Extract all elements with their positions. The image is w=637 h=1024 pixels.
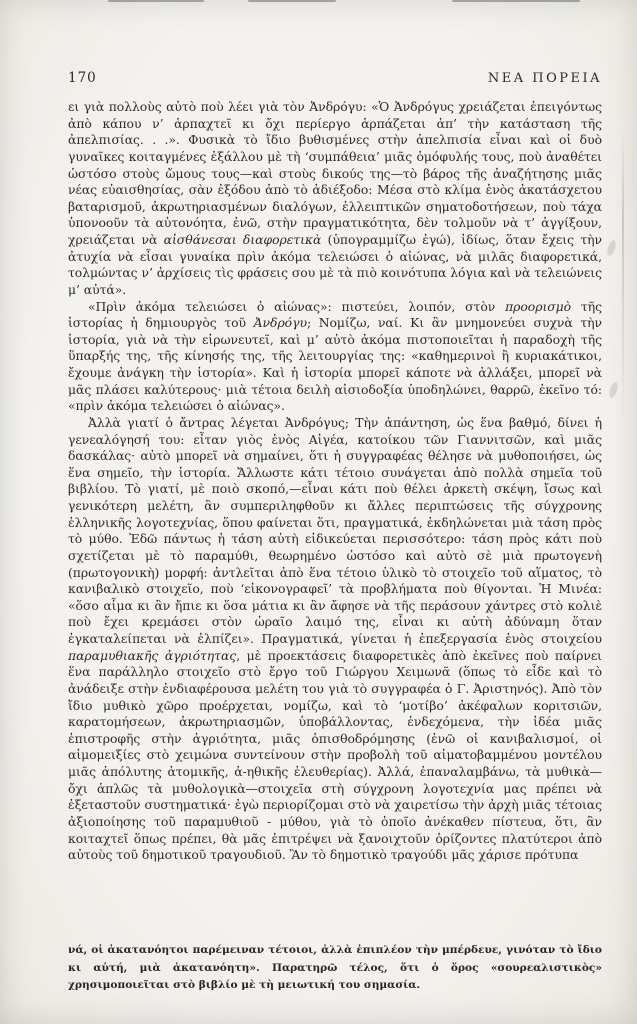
page-number: 170	[68, 70, 97, 86]
paragraph: Ἀλλὰ γιατί ὁ ἄντρας λέγεται Ἀνδρόγυς; Τὴν ἀπάντηση, ὡς ἕνα βαθμό, δίνει ἡ γενεαλόγησή του: εἶταν γιὸς ἑνὸς Αἰγέα, κατοίκου τῶν Γιαννιτσῶν, καὶ μιᾶς δασκάλας· αὐτὸ μπορεῖ νὰ σημαίνει, ὅτι ἡ συγγραφέας θέλησε νὰ μυθοποιήσει, ὡς ἕνα σημεῖο, τὴν ἱστορία. Ἄλλωστε κάτι τέτοιο συνάγεται ἀπὸ πολλὰ σημεῖα τοῦ βιβλίου. Τὸ γιατί, μὲ ποιὸ σκοπό,—εἶναι κάτι ποὺ θέλει ἀρκετὴ σκέψη, ἴσως καὶ γενικότερη μελέτη, ἂν συμπεριληφθοῦν κι ἄλλες περιπτώσεις τῆς σύγχρονης ἑλληνικῆς λογοτεχνίας, ὅπου φαίνεται ὅτι, πραγματικά, ἐκδηλώνεται μιὰ τάση πρὸς τὸ μύθο. Ἐδῶ πάντως ἡ τάση αὐτὴ εἰδικεύεται περισσότερο: τάση πρὸς κάτι ποὺ σχετίζεται μὲ τὸ παραμύθι, θεωρημένο ὡστόσο καὶ αὐτὸ σὲ μιὰ πρωτογενὴ (πρωτογονικὴ) μορφή: ἀντλεῖται ἀπὸ ἕνα τέτοιο ὑλικὸ τὸ στοιχεῖο τοῦ αἵματος, τὸ κανιβαλικὸ στοιχεῖο, ποὺ ‘εἰκονογραφεῖ’ τὰ προβλήματα ποὺ θίγονται. Ἡ Μινέα: «ὅσο αἷμα κι ἂν ἤπιε κι ὅσα μάτια κι ἂν ἄφησε νὰ τῆς περάσουν χάντρες στὸ κολιὲ ποὺ ἔχει κρεμάσει στὸν ὡραῖο λαιμό της, εἶναι κι αὐτὴ ἀδύναμη ὅταν ἐγκαταλείπεται νὰ ἐλπίζει». Πραγματικά, γίνεται ἡ ἐπεξεργασία ἑνὸς στοιχείου παραμυθιακῆς ἀγριότητας, μὲ προεκτάσεις διαφορετικὲς ἀπὸ ἐκεῖνες ποὺ παίρνει ἕνα παράλληλο στοιχεῖο στὸ ἔργο τοῦ Γιώργου Χειμωνᾶ (ὅπως τὸ εἶδε καὶ τὸ ἀνάδειξε στὴν ἐνδιαφέρουσα μελέτη του γιὰ τὸ συγγραφέα ὁ Γ. Ἀριστηνός). Ἀπὸ τὸν ἴδιο μυθικὸ χῶρο προέρχεται, νομίζω, καὶ τὸ ‘μοτίβο’ ἀκέφαλων κοριτσιῶν, καρατομήσεων, ἀκρωτηριασμῶν, ὑποβάλλοντας, ἐνδεχόμενα, τὴν ἰδέα μιᾶς ἐπιστροφῆς στὴν ἀγριότητα, μιᾶς ὀπισθοδρόμησης (ἐνῶ οἱ κανιβαλισμοί, οἱ αἱμομειξίες στὸ χειμώνα συντείνουν στὴν προβολὴ τοῦ αἱματοβαμμένου μοντέλου μιᾶς ἀπόλυτης ἀτομικῆς, ἀ-ηθικῆς ἐλευθερίας). Ἀλλά, ἐπαναλαμβάνω, τὰ μυθικὰ—ὄχι ἁπλῶς τὰ μυθολογικὰ—στοιχεῖα στὴ σύγχρονη λογοτεχνία μας πρέπει νὰ ἐξεταστοῦν συστηματικά· ἐγὼ περιορίζομαι στὸ νὰ χαιρετίσω τὴν ἀρχὴ μιᾶς τέτοιας ἀξιοποίησης τοῦ παραμυθιοῦ - μύθου, γιὰ τὸ ὁποῖο ἀνέκαθεν πίστευα, ὅτι, ἂν κοιταχτεῖ ὅπως πρέπει, θὰ μᾶς ἐπιτρέψει νὰ ξανοιχτοῦν ὁρίζοντες πλατύτεροι ἀπὸ αὐτοὺς τοῦ δημοτικοῦ τραγουδιοῦ. Ἂν τὸ δημοτικὸ τραγούδι μᾶς χάρισε πρότυπα	[68, 414, 602, 863]
footnote: νά, οἱ ἀκατανόητοι παρέμειναν τέτοιοι, ἀλλὰ ἐπιπλέον τὴν μπέρδευε, γινόταν τὸ ἴδιο κι αὐτή, μιὰ ἀκατανόητη». Παρατηρῶ τέλος, ὅτι ὁ ὅρος «σουρεαλιστικὸς» χρησιμοποιεῖται στὸ βιβλίο μὲ τὴ μειωτική του σημασία.	[68, 944, 602, 992]
text-body	[68, 99, 602, 935]
paragraph: ει γιὰ πολλοὺς αὐτὸ ποὺ λέει γιὰ τὸν Ἀνδρόγυ: «Ὁ Ἀνδρόγυς χρειάζεται ἐπειγόντως ἀπὸ κάπου ν’ ἁρπαχτεῖ κι ὄχι περίεργο ἁρπάζεται ἀπ’ τὴν κατάσταση τῆς ἀπελπισίας. . .». Φυσικὰ τὸ ἴδιο βυθισμένες στὴν ἀπελπισία εἶναι καὶ οἱ δυὸ γυναῖκες κοιταγμένες ἐξάλλου μὲ τὴ ‘συμπάθεια’ μιᾶς ὁμόφυλής τους, ποὺ ἀναθέτει ὡστόσο στοὺς ὤμους τους—καὶ στοὺς δικούς της—τὸ βάρος τῆς ἀναζήτησης μιᾶς νέας εὐαισθησίας, σὰν ἐξόδου ἀπὸ τὸ ἀδιέξοδο: Μέσα στὸ κλίμα ἑνὸς ἀκατάσχετου βαταρισμοῦ, ἀκρωτηριασμένων διαλόγων, ἐλλειπτικῶν σηματοδοτήσεων, ποὺ τάχα ὑπονοοῦν τὰ αὐτονόητα, ἐνῶ, στὴν πραγματικότητα, δὲν τολμοῦν νὰ τ’ ἀγγίξουν, χρειάζεται νὰ αἰσθάνεσαι διαφορετικὰ (ὑπογραμμίζω ἐγώ), ἰδίως, ὅταν ἔχεις τὴν ἀτυχία νὰ εἶσαι γυναίκα πρὶν ἀκόμα τελειώσει ὁ αἰώνας, νὰ μιλᾶς διαφορετικά, τολμώντας ν’ ἀρχίσεις τὶς φράσεις σου μὲ τὰ πιὸ κοινότυπα λόγια καὶ νὰ τελειώνεις μ’ αὐτά».	[68, 99, 602, 297]
journal-title: ΝΕΑ ΠΟΡΕΙΑ	[487, 71, 602, 86]
scan-crease-artifact	[622, 130, 624, 430]
paragraph: «Πρὶν ἀκόμα τελειώσει ὁ αἰώνας»: πιστεύει, λοιπόν, στὸν προορισμὸ τῆς ἱστορίας ἡ δημιουργὸς τοῦ Ἀνδρόγυ; Νομίζω, ναί. Κι ἂν μνημονεύει συχνὰ τὴν ἱστορία, γιὰ νὰ τὴν εἰρωνευτεῖ, καὶ μ’ αὐτὸ ἀκόμα πιστοποιεῖται ἡ παραδοχὴ τῆς ὕπαρξής της, τῆς κίνησής της, τῆς λειτουργίας της: «καθημερινοὶ ἢ κυριακάτικοι, ἔχουμε ἀνάγκη τὴν ἱστορία». Καὶ ἡ ἱστορία μπορεῖ κάποτε νὰ ἀλλάξει, μπορεῖ νὰ μᾶς πλάσει καλύτερους· μιὰ τέτοια δειλὴ αἰσιοδοξία ὑποδηλώνει, θαρρῶ, ἐκεῖνο τό: «πρὶν ἀκόμα τελειώσει ὁ αἰώνας».	[68, 298, 602, 414]
running-header	[68, 70, 602, 86]
scan-edge-artifact	[452, 0, 580, 2]
scan-smudge-artifact	[606, 239, 618, 256]
scan-edge-artifact	[248, 0, 336, 2]
scan-smudge-artifact	[608, 381, 620, 398]
scan-edge-artifact	[108, 0, 204, 2]
